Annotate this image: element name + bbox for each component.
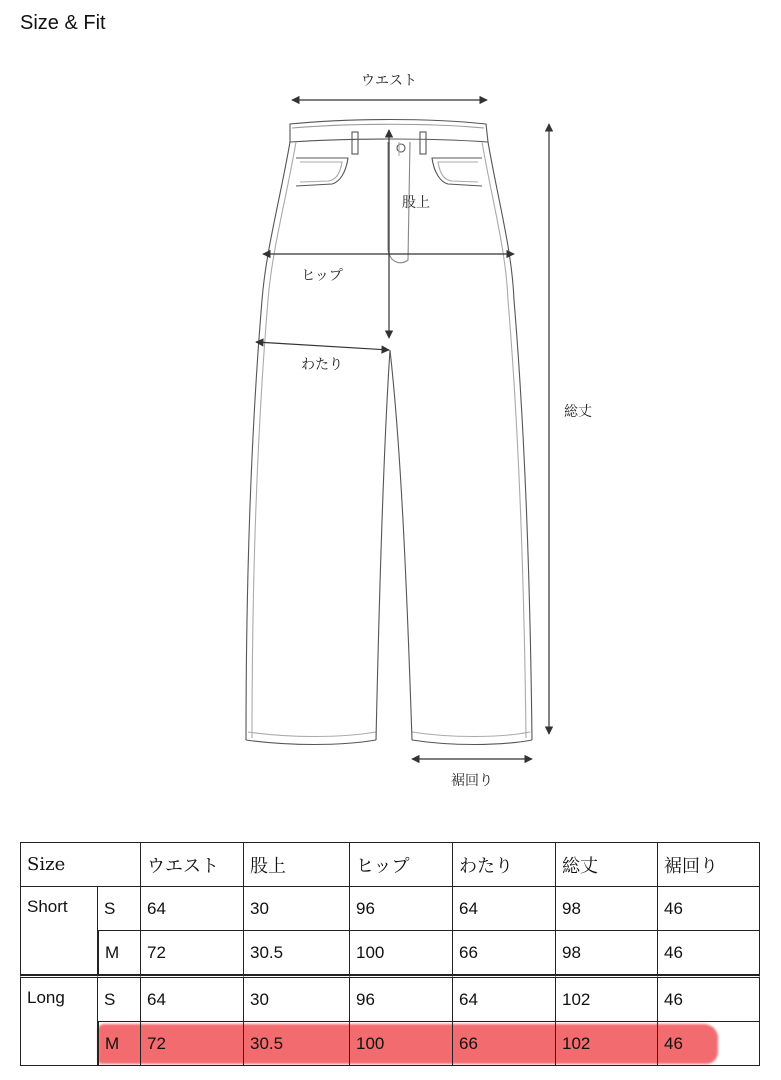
value-cell: 96: [350, 975, 453, 1022]
value-cell: 72: [141, 1022, 244, 1066]
table-row-highlighted: [20, 1022, 760, 1066]
header-hip: ヒップ: [350, 842, 453, 887]
waist-label: ウエスト: [361, 73, 417, 89]
size-cell: S: [98, 975, 141, 1022]
size-cell: S: [98, 887, 141, 931]
hem-label: 裾回り: [451, 773, 493, 789]
value-cell: 64: [141, 975, 244, 1022]
value-cell: 30: [244, 887, 350, 931]
header-length: 総丈: [556, 842, 658, 887]
size-table: [20, 842, 760, 1066]
value-cell: 100: [350, 931, 453, 975]
group-short: Short: [20, 887, 98, 975]
value-cell: 46: [658, 975, 760, 1022]
value-cell: 46: [658, 1022, 760, 1066]
value-cell: 96: [350, 887, 453, 931]
table-row: [20, 931, 760, 975]
value-cell: 98: [556, 887, 658, 931]
hip-label: ヒップ: [301, 268, 343, 284]
thigh-label: わたり: [301, 357, 343, 373]
thigh-arrow: [256, 342, 389, 350]
value-cell: 66: [453, 1022, 556, 1066]
value-cell: 64: [453, 975, 556, 1022]
value-cell: 66: [453, 931, 556, 975]
table-row: [20, 975, 760, 1022]
value-cell: 64: [141, 887, 244, 931]
header-thigh: わたり: [453, 842, 556, 887]
value-cell: 30.5: [244, 1022, 350, 1066]
value-cell: 72: [141, 931, 244, 975]
header-rise: 股上: [244, 842, 350, 887]
value-cell: 64: [453, 887, 556, 931]
value-cell: 102: [556, 975, 658, 1022]
header-hem: 裾回り: [658, 842, 760, 887]
value-cell: 46: [658, 887, 760, 931]
size-cell: M: [98, 1022, 141, 1066]
table-header-row: [20, 842, 760, 887]
length-label: 総丈: [564, 404, 592, 420]
value-cell: 100: [350, 1022, 453, 1066]
value-cell: 98: [556, 931, 658, 975]
page-title: Size & Fit: [20, 12, 106, 34]
value-cell: 46: [658, 931, 760, 975]
value-cell: 30.5: [244, 931, 350, 975]
group-long: Long: [20, 975, 98, 1066]
value-cell: 102: [556, 1022, 658, 1066]
value-cell: 30: [244, 975, 350, 1022]
header-size: Size: [20, 842, 141, 887]
header-waist: ウエスト: [141, 842, 244, 887]
table-row: [20, 887, 760, 931]
size-cell: M: [98, 931, 141, 975]
rise-label: 股上: [402, 195, 430, 211]
